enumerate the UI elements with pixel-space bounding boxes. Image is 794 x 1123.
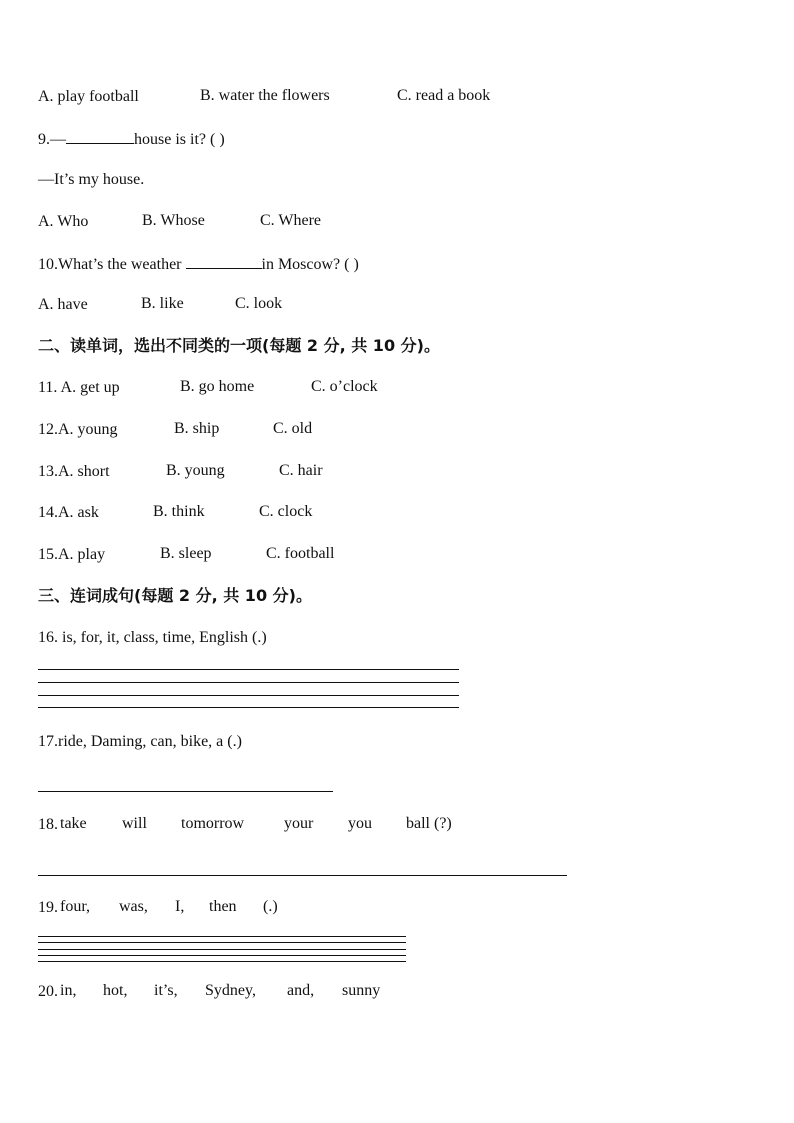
q16-answer-line-4[interactable] [38, 707, 459, 708]
q12-number: 12. [38, 421, 58, 438]
q15-option-b: B. sleep [160, 545, 212, 562]
q19-word: (.) [263, 898, 278, 915]
q9-answer-line: —It’s my house. [38, 171, 145, 188]
q8-option-b: B. water the flowers [200, 87, 330, 104]
q9-stem [38, 129, 225, 150]
q10-stem-text: 10.What’s the weather [38, 256, 182, 273]
q18-word: take [60, 815, 87, 832]
q18-answer-line[interactable] [38, 875, 567, 876]
q20-number: 20. [38, 983, 58, 1000]
q14-row [38, 503, 99, 523]
q13-number: 13. [38, 463, 58, 480]
q17-answer-line[interactable] [38, 791, 333, 792]
q13-option-b: B. young [166, 462, 225, 479]
q20-word: Sydney, [205, 982, 256, 999]
q8-option-a: A. play football [38, 88, 139, 105]
q18-number: 18. [38, 816, 58, 833]
q11-option-b: B. go home [180, 378, 255, 395]
q10-answer-blank[interactable] [186, 254, 262, 269]
q11-option-a: A. get up [60, 379, 120, 396]
q20-word: and, [287, 982, 315, 999]
q15-number: 15. [38, 546, 58, 563]
q16-answer-line-2[interactable] [38, 682, 459, 683]
q9-stem-text: house is it? ( ) [134, 131, 225, 148]
section-3-heading: 三、连词成句(每题 2 分, 共 10 分)。 [38, 586, 312, 605]
q13-option-a: A. short [58, 463, 110, 480]
q19-answer-line-4[interactable] [38, 955, 406, 956]
q19-word: was, [119, 898, 148, 915]
q19-word: four, [60, 898, 91, 915]
q10-stem-tail: in Moscow? ( ) [261, 256, 359, 273]
q16-text: 16. is, for, it, class, time, English (.) [38, 629, 267, 646]
q9-answer-blank[interactable] [66, 129, 134, 144]
q10-option-a: A. have [38, 296, 88, 313]
q19-word: I, [175, 898, 185, 915]
q19-answer-line-1[interactable] [38, 936, 406, 937]
q18-word: will [122, 815, 147, 832]
q15-option-c: C. football [266, 545, 335, 562]
q14-option-b: B. think [153, 503, 205, 520]
q19-number: 19. [38, 899, 58, 916]
q14-option-a: A. ask [58, 504, 99, 521]
q9-option-a: A. Who [38, 213, 89, 230]
q19-answer-line-3[interactable] [38, 949, 406, 950]
q20-row [38, 982, 58, 1002]
q20-word: in, [60, 982, 77, 999]
q18-word: tomorrow [181, 815, 245, 832]
q20-word: hot, [103, 982, 128, 999]
q9-option-c: C. Where [260, 212, 322, 229]
q18-row [38, 815, 58, 835]
q11-option-c: C. o’clock [311, 378, 378, 395]
q14-option-c: C. clock [259, 503, 313, 520]
q12-row [38, 420, 118, 440]
q10-option-b: B. like [141, 295, 184, 312]
q10-stem [38, 254, 359, 275]
q12-option-b: B. ship [174, 420, 220, 437]
q8-options [38, 87, 139, 107]
q19-answer-line-2[interactable] [38, 942, 406, 943]
q19-word: then [209, 898, 237, 915]
q20-word: it’s, [154, 982, 178, 999]
q8-option-c: C. read a book [397, 87, 491, 104]
q19-row [38, 898, 58, 918]
q18-word: ball (?) [406, 815, 452, 832]
q15-option-a: A. play [58, 546, 106, 563]
q10-option-c: C. look [235, 295, 283, 312]
q9-option-b: B. Whose [142, 212, 205, 229]
q11-number: 11. [38, 379, 61, 396]
q12-option-a: A. young [58, 421, 118, 438]
q15-row [38, 545, 105, 565]
q16-answer-line-1[interactable] [38, 669, 459, 670]
q20-word: sunny [342, 982, 381, 999]
q9-number: 9.— [38, 131, 66, 148]
q13-row [38, 462, 110, 482]
q17-text: 17.ride, Daming, can, bike, a (.) [38, 733, 242, 750]
q14-number: 14. [38, 504, 58, 521]
q18-word: your [284, 815, 314, 832]
q16-answer-line-3[interactable] [38, 695, 459, 696]
q11-row [38, 378, 120, 398]
q19-answer-line-5[interactable] [38, 961, 406, 962]
q18-word: you [348, 815, 372, 832]
q12-option-c: C. old [273, 420, 313, 437]
section-2-heading: 二、读单词，选出不同类的一项(每题 2 分, 共 10 分)。 [38, 336, 440, 355]
q13-option-c: C. hair [279, 462, 323, 479]
